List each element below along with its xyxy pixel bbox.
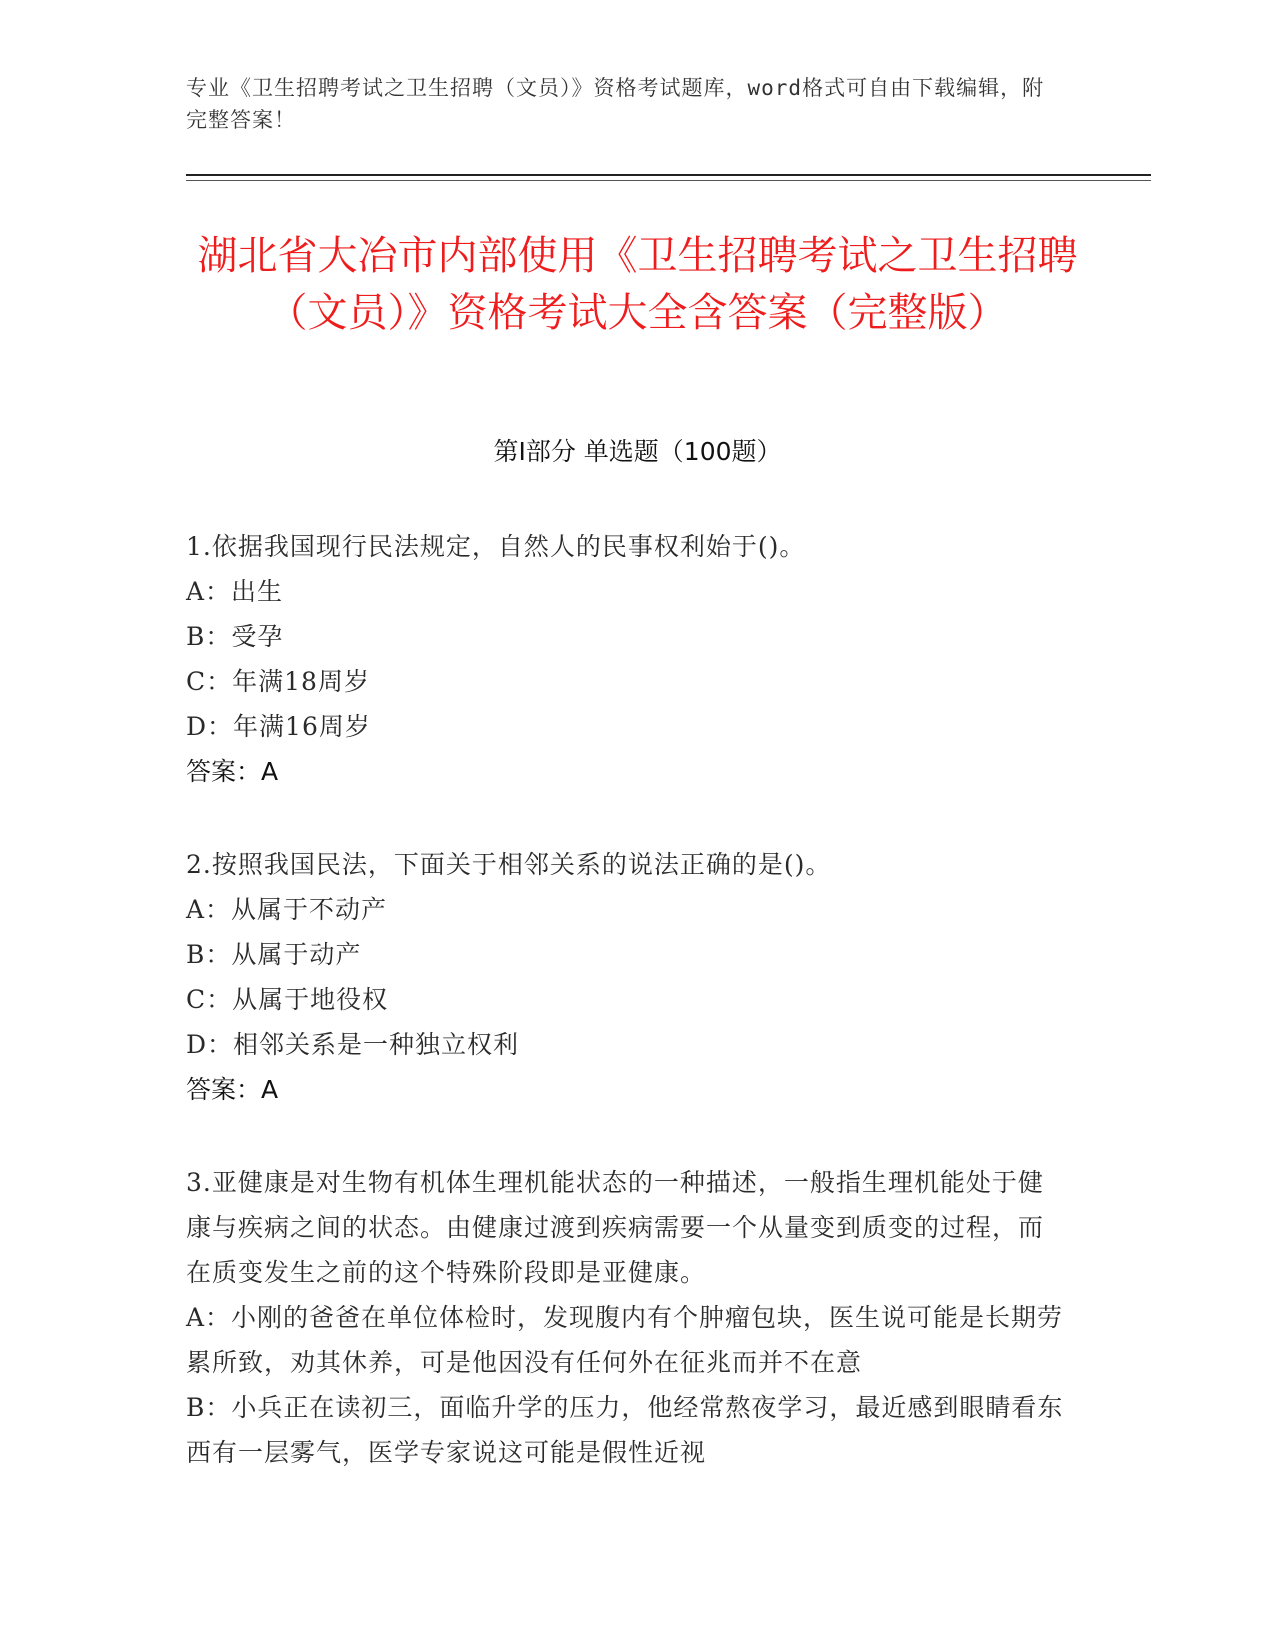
section-heading: 第I部分 单选题（100题）: [493, 437, 782, 466]
option-a: A：出生: [186, 577, 284, 606]
option-b: B：小兵正在读初三，面临升学的压力，他经常熬夜学习，最近感到眼睛看东西有一层雾气，医学专家说这可能是假性近视: [186, 1393, 1064, 1467]
option-b: B：从属于动产: [186, 940, 362, 969]
question-1: [186, 524, 1066, 794]
option-b: B：受孕: [186, 622, 284, 651]
question-3: [186, 1160, 1066, 1475]
option-d: D：相邻关系是一种独立权利: [186, 1030, 520, 1059]
document-title: 湖北省大冶市内部使用《卫生招聘考试之卫生招聘（文员）》资格考试大全含答案（完整版）: [197, 233, 1078, 336]
option-c: C：年满18周岁: [186, 667, 370, 696]
option-a: A：从属于不动产: [186, 895, 388, 924]
answer-line: 答案：A: [186, 757, 279, 786]
option-c: C：从属于地役权: [186, 985, 389, 1014]
option-a: A：小刚的爸爸在单位体检时，发现腹内有个肿瘤包块，医生说可能是长期劳累所致，劝其休养，可是他因没有任何外在征兆而并不在意: [186, 1303, 1064, 1377]
header-divider-thick: [186, 174, 1151, 176]
question-stem: 1.依据我国现行民法规定，自然人的民事权利始于()。: [186, 532, 806, 561]
question-stem: 2.按照我国民法，下面关于相邻关系的说法正确的是()。: [186, 850, 832, 879]
question-2: [186, 842, 1066, 1112]
option-d: D：年满16周岁: [186, 712, 371, 741]
question-stem: 3.亚健康是对生物有机体生理机能状态的一种描述，一般指生理机能处于健康与疾病之间的状态。由健康过渡到疾病需要一个从量变到质变的过程，而在质变发生之前的这个特殊阶段即是亚健康。: [186, 1168, 1045, 1287]
question-list: [186, 524, 1066, 1523]
header-divider-thin: [186, 180, 1151, 181]
answer-line: 答案：A: [186, 1075, 279, 1104]
header-note: 专业《卫生招聘考试之卫生招聘（文员）》资格考试题库，word格式可自由下载编辑，附完整答案！: [186, 76, 1045, 132]
